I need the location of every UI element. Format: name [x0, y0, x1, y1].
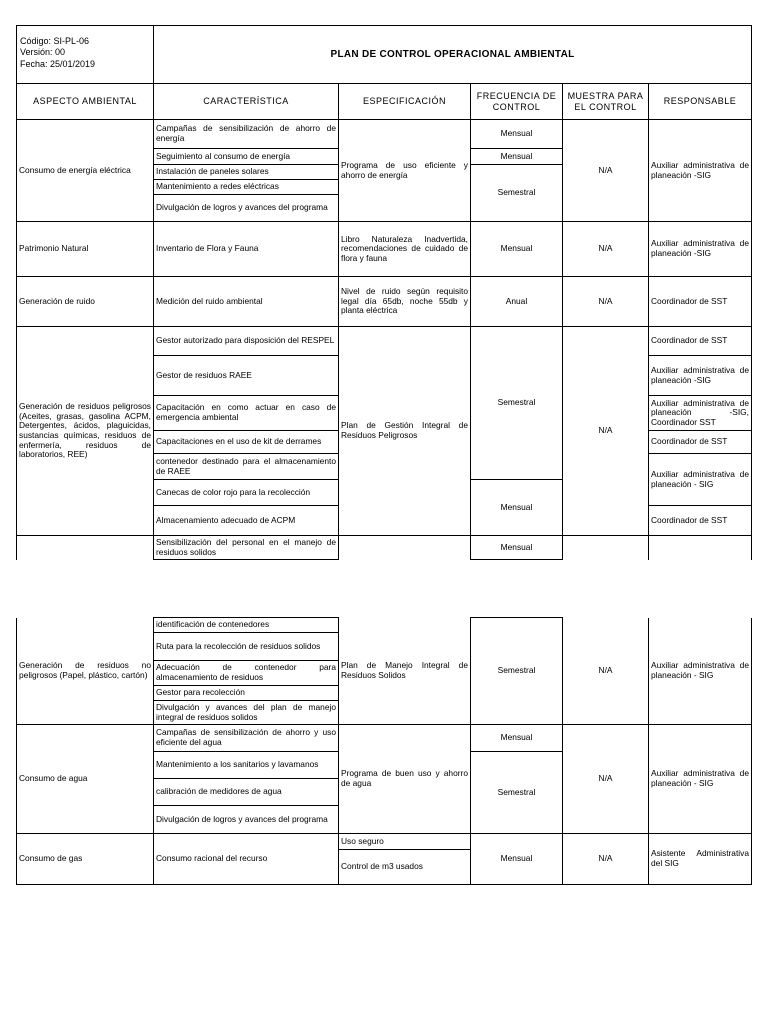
responsable-cell: Coordinador de SST: [649, 506, 752, 536]
caracteristica-cell: Sensibilización del personal en el manejo de residuos solidos: [154, 536, 339, 560]
muestra-cell: N/A: [563, 277, 649, 327]
table-row: [17, 536, 752, 560]
responsable-agua: Auxiliar administrativa de planeación - SIG: [649, 725, 752, 834]
table-row: [17, 834, 752, 850]
aspecto-peligrosos: Generación de residuos peligrosos (Aceites, grasas, gasolina ACPM, Detergentes, ácidos, plaguicidas, sustancias químicas, residuos de enfermería, residuos de laboratorios, REE): [17, 327, 154, 536]
frecuencia-cell: Semestral: [471, 165, 563, 222]
responsable-cell: Auxiliar administrativa de planeación -SIG: [649, 222, 752, 277]
muestra-energia: N/A: [563, 120, 649, 222]
responsable-cell: Coordinador de SST: [649, 431, 752, 454]
table-row: [17, 277, 752, 327]
caracteristica-cell: Divulgación de logros y avances del programa: [154, 195, 339, 222]
col-header-muestra: MUESTRA PARA EL CONTROL: [563, 84, 649, 120]
control-plan-table-page-2: [16, 617, 752, 885]
especificacion-solidos: Plan de Manejo Integral de Residuos Solidos: [339, 618, 471, 725]
muestra-continued: [563, 536, 649, 560]
frecuencia-cell: Semestral: [471, 752, 563, 834]
especificacion-agua: Programa de buen uso y ahorro de agua: [339, 725, 471, 834]
muestra-solidos: N/A: [563, 618, 649, 725]
caracteristica-cell: Divulgación de logros y avances del programa: [154, 806, 339, 834]
col-header-especificacion: ESPECIFICACIÓN: [339, 84, 471, 120]
document-meta: [17, 26, 154, 84]
especificacion-peligrosos: Plan de Gestión Integral de Residuos Peligrosos: [339, 327, 471, 536]
caracteristica-cell: identificación de contenedores: [154, 618, 339, 633]
caracteristica-cell: Canecas de color rojo para la recolección: [154, 480, 339, 506]
col-header-responsable: RESPONSABLE: [649, 84, 752, 120]
muestra-peligrosos: N/A: [563, 327, 649, 536]
caracteristica-cell: Capacitaciones en el uso de kit de derrames: [154, 431, 339, 454]
especificacion-patrimonio: Libro Naturaleza Inadvertida, recomendaciones de cuidado de flora y fauna: [339, 222, 471, 277]
col-header-frecuencia: FRECUENCIA DE CONTROL: [471, 84, 563, 120]
responsable-solidos: Auxiliar administrativa de planeación - SIG: [649, 618, 752, 725]
frecuencia-cell: Mensual: [471, 480, 563, 536]
especificacion-cell: Control de m3 usados: [339, 850, 471, 885]
especificacion-continued: [339, 536, 471, 560]
frecuencia-cell: Mensual: [471, 725, 563, 752]
document-date: Fecha: 25/01/2019: [20, 58, 96, 69]
especificacion-cell: Uso seguro: [339, 834, 471, 850]
control-plan-table-page-1: [16, 25, 752, 560]
responsable-cell: Auxiliar administrativa de planeación -SIG, Coordinador SST: [649, 396, 752, 431]
especificacion-ruido: Nivel de ruido según requisito legal día 65db, noche 55db y planta eléctrica: [339, 277, 471, 327]
caracteristica-cell: Gestor para recolección: [154, 686, 339, 701]
caracteristica-cell: Capacitación en como actuar en caso de emergencia ambiental: [154, 396, 339, 431]
document-title: PLAN DE CONTROL OPERACIONAL AMBIENTAL: [154, 26, 752, 84]
aspecto-agua: Consumo de agua: [17, 725, 154, 834]
caracteristica-cell: Divulgación y avances del plan de manejo integral de residuos solidos: [154, 701, 339, 725]
aspecto-patrimonio: Patrimonio Natural: [17, 222, 154, 277]
table-row: [17, 120, 752, 149]
responsable-continued: [649, 536, 752, 560]
caracteristica-cell: Consumo racional del recurso: [154, 834, 339, 885]
muestra-agua: N/A: [563, 725, 649, 834]
muestra-cell: N/A: [563, 222, 649, 277]
responsable-cell: Asistente Administrativa del SIG: [649, 834, 752, 885]
caracteristica-cell: contenedor destinado para el almacenamiento de RAEE: [154, 454, 339, 480]
especificacion-energia: Programa de uso eficiente y ahorro de energía: [339, 120, 471, 222]
muestra-cell: N/A: [563, 834, 649, 885]
column-header-row: [17, 84, 752, 120]
caracteristica-cell: Medición del ruido ambiental: [154, 277, 339, 327]
caracteristica-cell: Campañas de sensibilización de ahorro y uso eficiente del agua: [154, 725, 339, 752]
responsable-cell: Coordinador de SST: [649, 327, 752, 356]
caracteristica-cell: Instalación de paneles solares: [154, 165, 339, 180]
table-row: [17, 618, 752, 633]
caracteristica-cell: Campañas de sensibilización de ahorro de energía: [154, 120, 339, 149]
frecuencia-cell: Mensual: [471, 834, 563, 885]
table-row: [17, 222, 752, 277]
caracteristica-cell: Inventario de Flora y Fauna: [154, 222, 339, 277]
frecuencia-cell: Mensual: [471, 536, 563, 560]
table-row: [17, 327, 752, 356]
frecuencia-cell: Anual: [471, 277, 563, 327]
caracteristica-cell: Gestor de residuos RAEE: [154, 356, 339, 396]
document-version: Versión: 00: [20, 47, 66, 58]
caracteristica-cell: Gestor autorizado para disposición del RESPEL: [154, 327, 339, 356]
caracteristica-cell: Ruta para la recolección de residuos solidos: [154, 633, 339, 661]
aspecto-solidos: Generación de residuos no peligrosos (Papel, plástico, cartón): [17, 618, 154, 725]
frecuencia-cell: Semestral: [471, 327, 563, 480]
frecuencia-cell: Mensual: [471, 149, 563, 165]
frecuencia-cell: Mensual: [471, 120, 563, 149]
responsable-cell: Coordinador de SST: [649, 277, 752, 327]
responsable-cell: Auxiliar administrativa de planeación -SIG: [649, 356, 752, 396]
document-code: Código: SI-PL-06: [20, 36, 90, 46]
aspecto-continued: [17, 536, 154, 560]
frecuencia-cell: Mensual: [471, 222, 563, 277]
caracteristica-cell: Almacenamiento adecuado de ACPM: [154, 506, 339, 536]
table-row: [17, 725, 752, 752]
responsable-cell: Auxiliar administrativa de planeación - SIG: [649, 454, 752, 506]
aspecto-ruido: Generación de ruido: [17, 277, 154, 327]
aspecto-gas: Consumo de gas: [17, 834, 154, 885]
caracteristica-cell: Mantenimiento a redes eléctricas: [154, 180, 339, 195]
responsable-energia: Auxiliar administrativa de planeación -SIG: [649, 120, 752, 222]
caracteristica-cell: calibración de medidores de agua: [154, 779, 339, 806]
col-header-caracteristica: CARACTERÍSTICA: [154, 84, 339, 120]
col-header-aspecto: ASPECTO AMBIENTAL: [17, 84, 154, 120]
caracteristica-cell: Adecuación de contenedor para almacenamiento de residuos: [154, 661, 339, 686]
frecuencia-cell: Semestral: [471, 618, 563, 725]
caracteristica-cell: Seguimiento al consumo de energía: [154, 149, 339, 165]
aspecto-energia: Consumo de energía eléctrica: [17, 120, 154, 222]
caracteristica-cell: Mantenimiento a los sanitarios y lavamanos: [154, 752, 339, 779]
